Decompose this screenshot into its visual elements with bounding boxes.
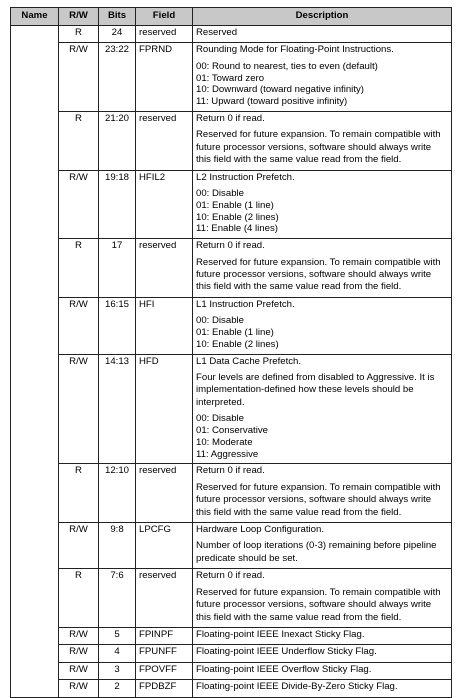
description-cell [193, 464, 452, 523]
description-text: Floating-point IEEE Overflow Sticky Flag. [196, 663, 372, 675]
bits-cell: 23:22 [99, 43, 136, 112]
description-text: Reserved for future expansion. To remain compatible with future processor versions, software should always write this field with the same value read from the field. [196, 481, 441, 518]
description-cell [193, 43, 452, 112]
field-cell: HFI [136, 297, 193, 354]
rw-cell: R/W [59, 662, 99, 679]
rw-cell: R/W [59, 354, 99, 464]
rw-cell: R/W [59, 680, 99, 697]
description-text: Return 0 if read. [196, 465, 265, 477]
bits-cell: 2 [99, 680, 136, 697]
bits-cell: 19:18 [99, 170, 136, 239]
table-row [11, 354, 452, 464]
option-item: 10: Moderate [196, 436, 253, 448]
description-text: Hardware Loop Configuration. [196, 524, 324, 536]
description-cell [193, 569, 452, 628]
description-cell [193, 662, 452, 679]
rw-cell: R [59, 569, 99, 628]
bits-cell: 3 [99, 662, 136, 679]
description-text: Return 0 if read. [196, 113, 265, 124]
option-item: 00: Round to nearest, ties to even (default) [196, 60, 378, 72]
description-text: L1 Instruction Prefetch. [196, 298, 295, 310]
description-text: Four levels are defined from disabled to Aggressive. It is implementation-defined how these levels should be interpreted. [196, 372, 435, 408]
bits-cell: 21:20 [99, 112, 136, 171]
table-row [11, 523, 452, 569]
field-cell: FPDBZF [136, 680, 193, 697]
bits-cell: 16:15 [99, 297, 136, 354]
description-text: Floating-point IEEE Divide-By-Zero Sticky Flag. [196, 681, 398, 693]
option-item: 10: Enable (2 lines) [196, 338, 279, 350]
description-text: L1 Data Cache Prefetch. [196, 355, 302, 367]
description-cell [193, 297, 452, 354]
rw-cell: R/W [59, 43, 99, 112]
table-row [11, 112, 452, 171]
option-item: 00: Disable [196, 188, 244, 200]
field-cell: HFD [136, 354, 193, 464]
field-cell: FPUNFF [136, 645, 193, 662]
description-cell [193, 627, 452, 644]
header-bits: Bits [99, 8, 136, 26]
option-item: 01: Toward zero [196, 72, 265, 84]
bits-cell: 4 [99, 645, 136, 662]
option-list [196, 413, 448, 460]
description-cell [193, 239, 452, 298]
rw-cell: R [59, 26, 99, 43]
description-cell [193, 354, 452, 464]
description-cell [193, 523, 452, 569]
bits-cell: 12:10 [99, 464, 136, 523]
description-text: Rounding Mode for Floating-Point Instructions. [196, 44, 394, 56]
option-item: 10: Downward (toward negative infinity) [196, 84, 364, 96]
description-cell [193, 26, 452, 43]
description-cell [193, 680, 452, 697]
field-cell: reserved [136, 112, 193, 171]
bits-cell: 17 [99, 239, 136, 298]
table-header-row [11, 8, 452, 26]
table-row [11, 464, 452, 523]
register-field-table [10, 7, 452, 698]
field-cell: reserved [136, 26, 193, 43]
rw-cell: R/W [59, 170, 99, 239]
option-item: 11: Upward (toward positive infinity) [196, 96, 348, 108]
field-cell: reserved [136, 569, 193, 628]
table-row [11, 43, 452, 112]
rw-cell: R/W [59, 297, 99, 354]
option-item: 00: Disable [196, 315, 244, 327]
field-cell: reserved [136, 464, 193, 523]
option-item: 11: Aggressive [196, 448, 259, 460]
bits-cell: 7:6 [99, 569, 136, 628]
field-cell: HFIL2 [136, 170, 193, 239]
table-row [11, 645, 452, 662]
table-row [11, 170, 452, 239]
option-list [196, 315, 448, 350]
description-text: Return 0 if read. [196, 240, 265, 252]
description-text: Number of loop iterations (0-3) remaining before pipeline predicate should be set. [196, 540, 437, 564]
field-cell: reserved [136, 239, 193, 298]
table-row [11, 297, 452, 354]
option-item: 10: Enable (2 lines) [196, 211, 279, 223]
field-cell: FPINPF [136, 627, 193, 644]
table-row [11, 627, 452, 644]
rw-cell: R [59, 239, 99, 298]
rw-cell: R [59, 464, 99, 523]
description-cell [193, 645, 452, 662]
option-item: 00: Disable [196, 413, 244, 425]
description-text: Reserved for future expansion. To remain compatible with future processor versions, software should always write this field with the same value read from the field. [196, 256, 441, 293]
table-body [11, 26, 452, 698]
description-cell [193, 170, 452, 239]
bits-cell: 24 [99, 26, 136, 43]
header-name: Name [11, 8, 59, 26]
bits-cell: 9:8 [99, 523, 136, 569]
field-cell: FPRND [136, 43, 193, 112]
description-text: Floating-point IEEE Underflow Sticky Flag. [196, 646, 377, 658]
description-text: Floating-point IEEE Inexact Sticky Flag. [196, 628, 365, 640]
name-cell [11, 26, 59, 698]
option-item: 11: Enable (4 lines) [196, 223, 278, 235]
header-rw: R/W [59, 8, 99, 26]
option-list [196, 61, 448, 108]
field-cell: LPCFG [136, 523, 193, 569]
description-text: L2 Instruction Prefetch. [196, 171, 295, 183]
table-row [11, 662, 452, 679]
description-text: Reserved for future expansion. To remain compatible with future processor versions, software should always write this field with the same value read from the field. [196, 586, 441, 623]
option-list [196, 188, 448, 235]
description-text: Return 0 if read. [196, 570, 265, 582]
table-row [11, 239, 452, 298]
table-row [11, 680, 452, 697]
option-item: 01: Enable (1 line) [196, 199, 274, 211]
rw-cell: R/W [59, 627, 99, 644]
description-text: Reserved [196, 27, 238, 38]
rw-cell: R/W [59, 645, 99, 662]
table-row [11, 26, 452, 43]
bits-cell: 14:13 [99, 354, 136, 464]
description-text: Reserved for future expansion. To remain compatible with future processor versions, software should always write this field with the same value read from the field. [196, 129, 441, 166]
header-field: Field [136, 8, 193, 26]
bits-cell: 5 [99, 627, 136, 644]
option-item: 01: Enable (1 line) [196, 327, 274, 339]
description-cell [193, 112, 452, 171]
rw-cell: R [59, 112, 99, 171]
option-item: 01: Conservative [196, 425, 268, 437]
field-cell: FPOVFF [136, 662, 193, 679]
rw-cell: R/W [59, 523, 99, 569]
table-row [11, 569, 452, 628]
header-description: Description [193, 8, 452, 26]
